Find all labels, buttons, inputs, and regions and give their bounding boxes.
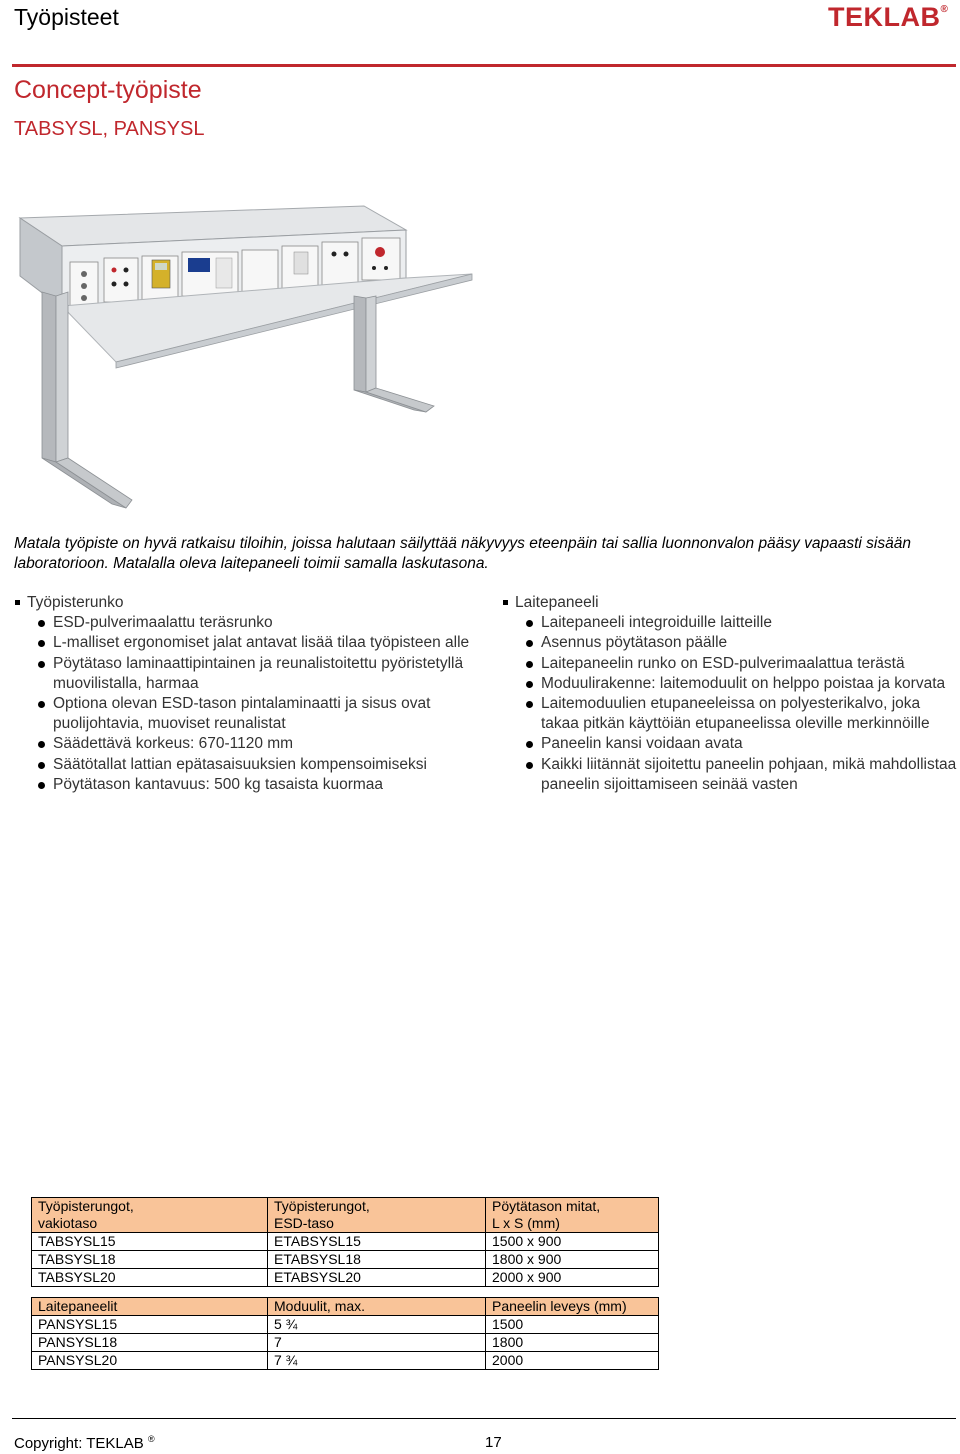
list-item-text: Säätötallat lattian epätasaisuuksien kompensoimiseksi [53,755,427,773]
list-item [14,734,474,754]
list-item [502,633,957,653]
footer-copyright [14,1434,155,1452]
table-cell: 1800 [486,1334,659,1352]
table-cell: TABSYSL20 [32,1269,268,1287]
table-row [32,1233,659,1251]
list-item [502,755,957,795]
list-item-text: Pöytätaso laminaattipintainen ja reunalistoitettu pyöristetyllä muovilistalla, harmaa [53,654,464,692]
frame-models-table [31,1197,659,1287]
table-cell: 5 ¾ [268,1316,486,1334]
logo-text: TEKLAB [828,2,941,32]
header-line: L x S (mm) [492,1215,560,1231]
square-bullet-icon [15,600,20,605]
table-header-row [32,1298,659,1316]
table-cell: TABSYSL18 [32,1251,268,1269]
table-cell: 7 ¾ [268,1352,486,1370]
frame-features [14,593,474,795]
list-item-text: Pöytätason kantavuus: 500 kg tasaista kuormaa [53,775,384,793]
bullet-dot-icon [38,741,45,748]
table-cell: ETABSYSL20 [268,1269,486,1287]
table-cell: TABSYSL15 [32,1233,268,1251]
table-cell: 1500 [486,1316,659,1334]
header-line: Pöytätason mitat, [492,1198,601,1214]
footer-rule [12,1418,956,1419]
list-item-text: ESD-pulverimaalattu teräsrunko [53,614,273,632]
list-item-text: Laitemoduulien etupaneeleissa on polyesterikalvo, joka takaa pitkän käyttöiän etupaneelissa oleville merkinnöille [541,695,930,733]
table-cell: 1800 x 900 [486,1251,659,1269]
list-item [14,694,474,734]
header-line: vakiotaso [38,1215,98,1231]
list-item [14,755,474,775]
table-cell: PANSYSL15 [32,1316,268,1334]
square-bullet-icon [503,600,508,605]
table-row [32,1334,659,1352]
bullet-dot-icon [526,620,533,627]
table-cell: ETABSYSL18 [268,1251,486,1269]
list-item-text: Laitepaneelin runko on ESD-pulverimaalattua terästä [541,654,905,672]
table-header-cell [486,1198,659,1233]
bullet-dot-icon [38,620,45,627]
bullet-dot-icon [38,762,45,769]
list-item [502,674,957,694]
list-item-text: Optiona olevan ESD-tason pintalaminaatti ja sisus ovat puolijohtavia, muoviset reunalistat [53,695,431,733]
bullet-dot-icon [38,701,45,708]
page-subheading: TABSYSL, PANSYSL [14,118,205,140]
logo-registered-mark: ® [940,4,949,15]
table-header-cell [32,1198,268,1233]
header-line: Työpisterungot, [274,1198,370,1214]
page-number: 17 [485,1434,502,1451]
table-row [32,1352,659,1370]
copyright-text: Copyright: TEKLAB [14,1435,144,1452]
bullet-dot-icon [38,782,45,789]
table-cell: ETABSYSL15 [268,1233,486,1251]
bullet-dot-icon [526,701,533,708]
header-rule [12,64,956,67]
list-item-text: Moduulirakenne: laitemoduulit on helppo poistaa ja korvata [541,674,946,692]
list-item [14,613,474,633]
teklab-logo [828,2,948,33]
list-item-text: Asennus pöytätason päälle [541,634,728,652]
page-heading: Concept-työpiste [14,76,202,104]
list-item [502,654,957,674]
list-item [14,775,474,795]
table-cell: PANSYSL18 [32,1334,268,1352]
panel-heading [502,593,957,613]
bullet-dot-icon [38,640,45,647]
bullet-dot-icon [526,762,533,769]
table-row [32,1251,659,1269]
bullet-dot-icon [526,681,533,688]
header-title: Työpisteet [14,4,119,30]
bullet-dot-icon [526,661,533,668]
table-cell: 2000 x 900 [486,1269,659,1287]
bullet-dot-icon [526,640,533,647]
table-header-cell [268,1198,486,1233]
intro-text: Matala työpiste on hyvä ratkaisu tiloihin, joissa halutaan säilyttää näkyvyys eteenpäin tai sallia luonnonvalon pääsy vapaasti sisään laboratorioon. Matalalla oleva laitepaneeli toimii samalla laskutasona. [14,535,911,572]
list-item-text: L-malliset ergonomiset jalat antavat lisää tilaa työpisteen alle [53,634,470,652]
table-cell: 2000 [486,1352,659,1370]
list-item-text: Säädettävä korkeus: 670-1120 mm [53,735,294,753]
list-item [502,734,957,754]
list-item [502,613,957,633]
table-row [32,1269,659,1287]
frame-feature-list [14,613,474,795]
registered-mark: ® [147,1434,155,1444]
table-row [32,1316,659,1334]
frame-heading [14,593,474,613]
table-cell: PANSYSL20 [32,1352,268,1370]
workstation-illustration [14,200,494,520]
table-header-cell: Paneelin leveys (mm) [486,1298,659,1316]
bullet-dot-icon [38,661,45,668]
table-cell: 1500 x 900 [486,1233,659,1251]
table-cell: 7 [268,1334,486,1352]
list-item-text: Paneelin kansi voidaan avata [541,735,743,753]
header-line: Työpisterungot, [38,1198,134,1214]
panel-features [502,593,957,795]
table-header-row [32,1198,659,1233]
panel-heading-label: Laitepaneeli [515,594,599,611]
table-header-cell: Laitepaneelit [32,1298,268,1316]
panel-models-table [31,1297,659,1370]
list-item-text: Laitepaneeli integroiduille laitteille [541,614,772,632]
frame-heading-label: Työpisterunko [27,594,124,611]
header-line: ESD-taso [274,1215,334,1231]
panel-feature-list [502,613,957,795]
list-item [14,633,474,653]
list-item-text: Kaikki liitännät sijoitettu paneelin pohjaan, mikä mahdollistaa paneelin sijoittamiseen seinää vasten [541,755,957,793]
list-item [14,654,474,694]
list-item [502,694,957,734]
bullet-dot-icon [526,741,533,748]
table-header-cell: Moduulit, max. [268,1298,486,1316]
